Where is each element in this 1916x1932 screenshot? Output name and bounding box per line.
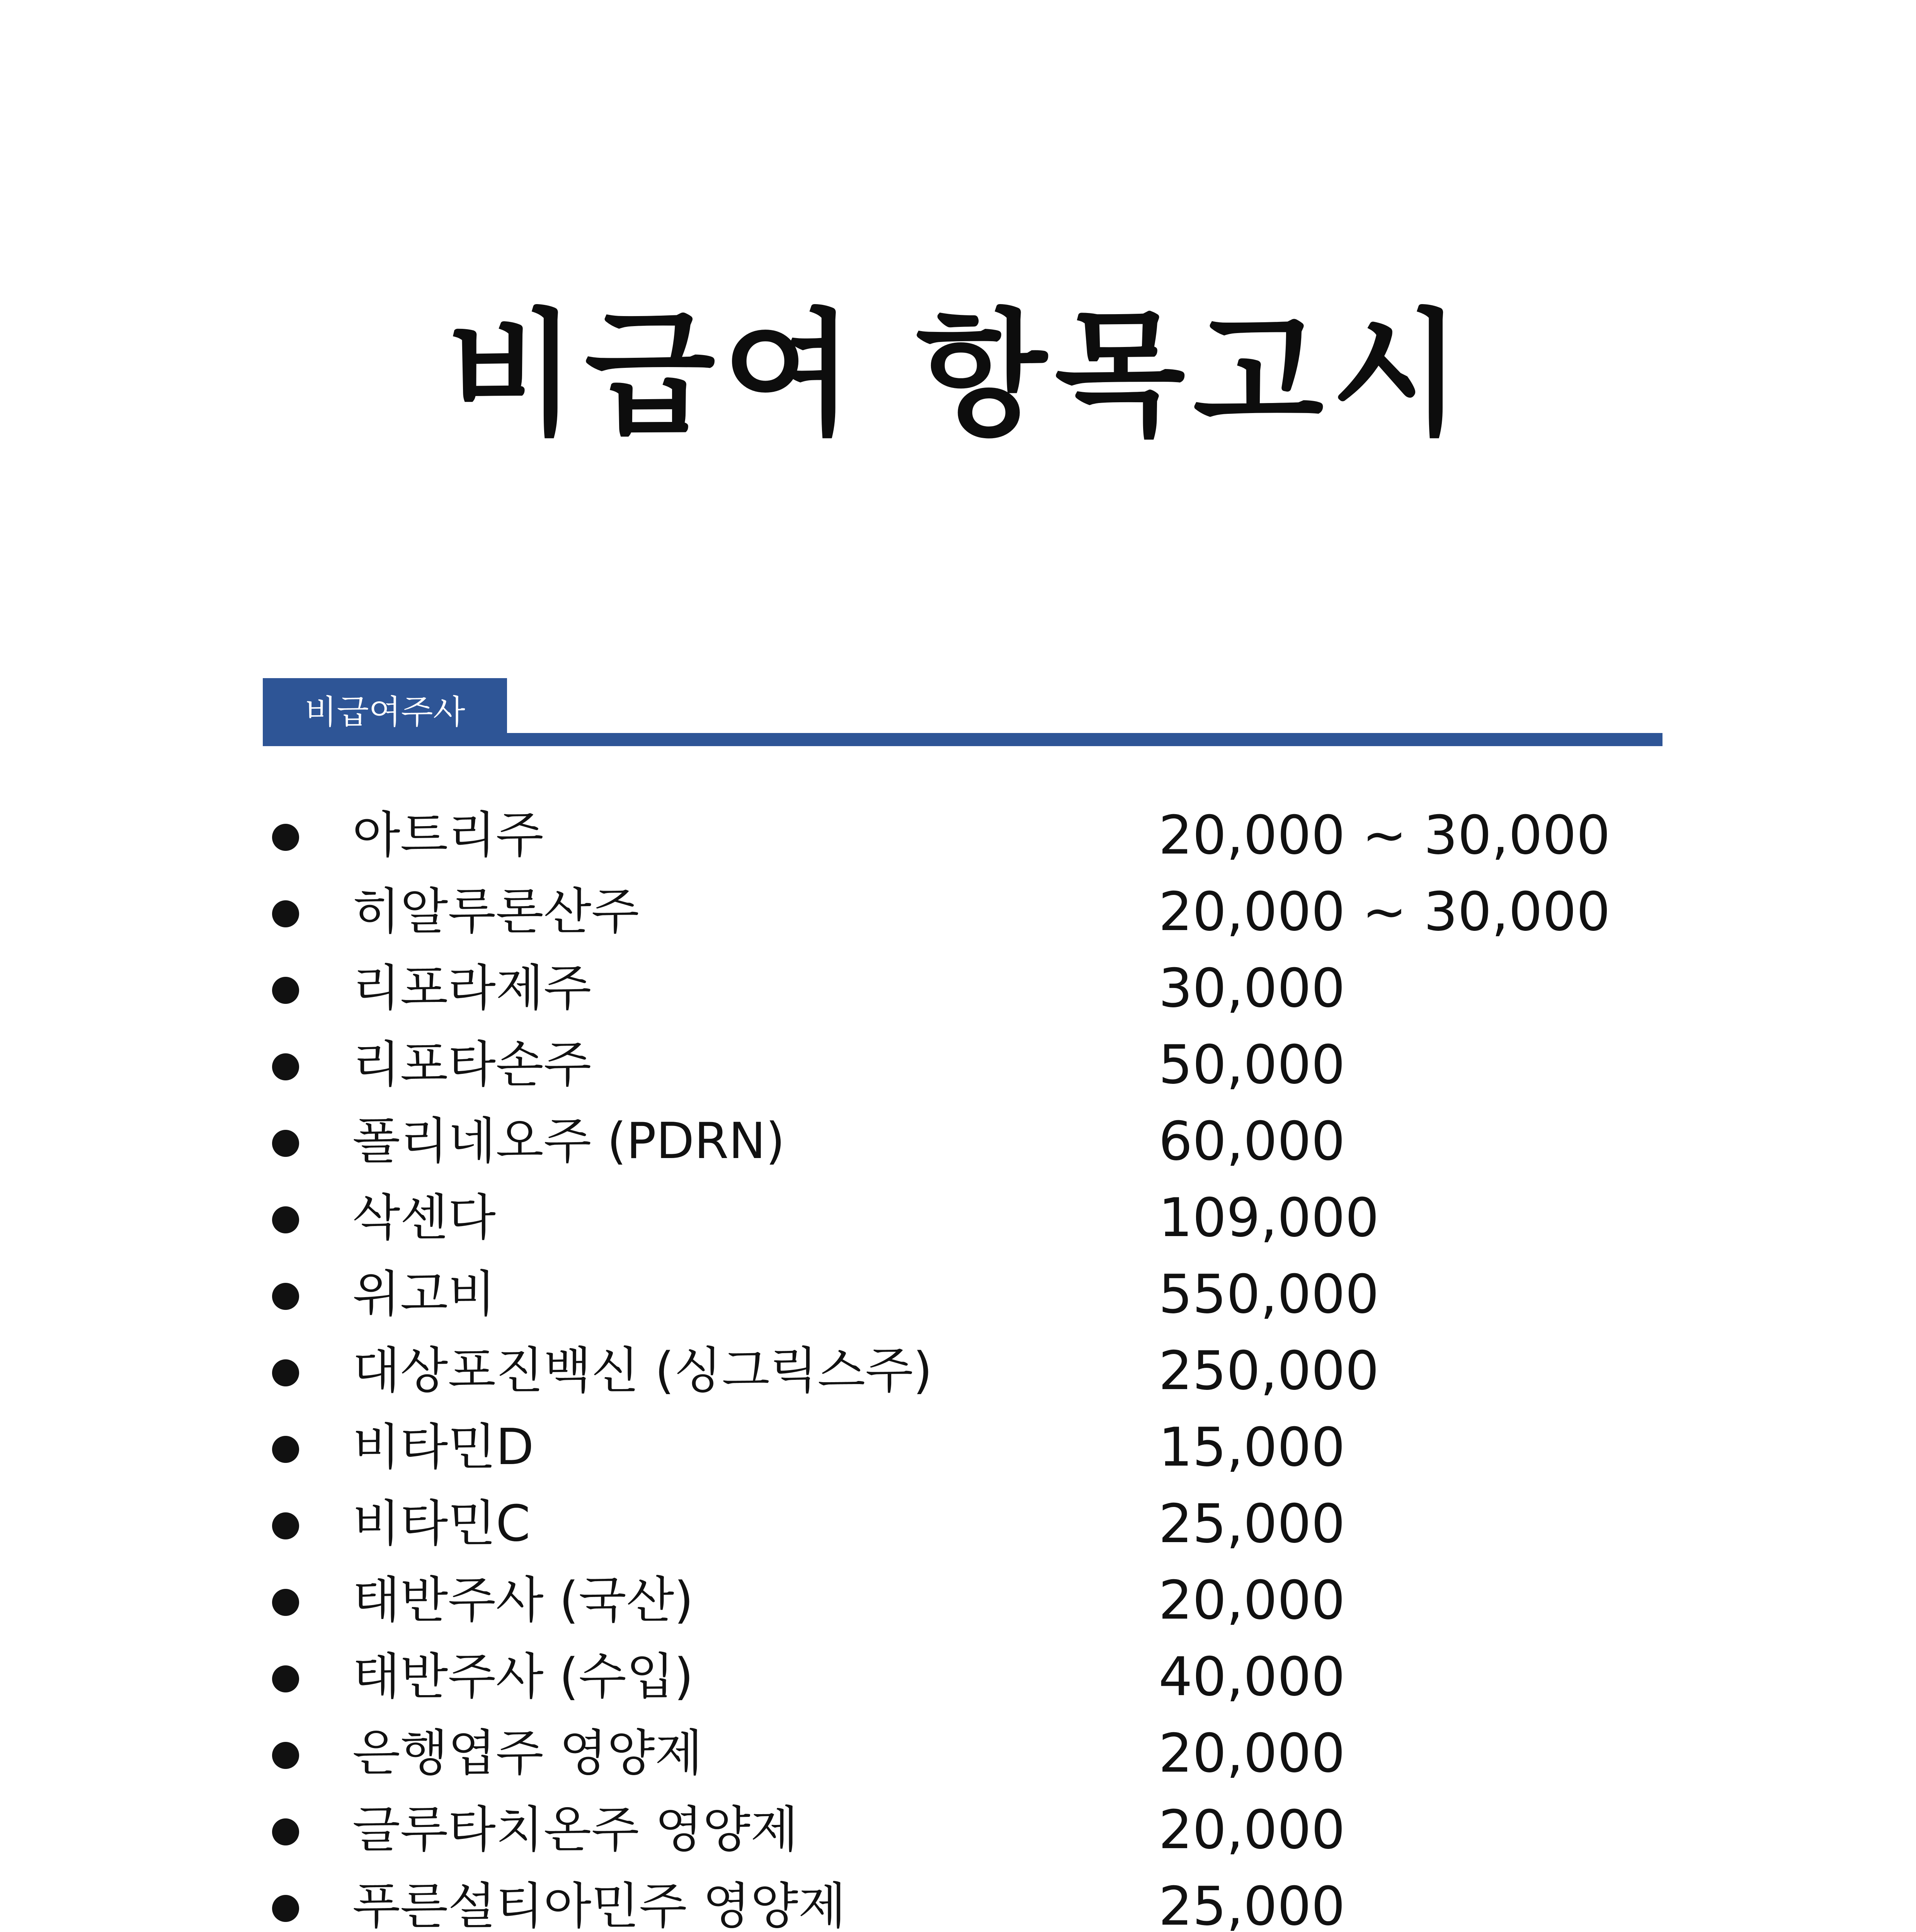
bullet-icon bbox=[272, 1359, 299, 1386]
item-name: 삭센다 bbox=[352, 1189, 496, 1247]
item-price: 20,000 bbox=[1159, 1722, 1345, 1784]
item-name: 히알루론산주 bbox=[352, 883, 639, 940]
item-price: 20,000 bbox=[1159, 1799, 1345, 1861]
page-title: 비급여 항목고시 bbox=[446, 296, 1470, 454]
item-name: 태반주사 (국산) bbox=[352, 1571, 694, 1629]
bullet-icon bbox=[272, 1436, 299, 1463]
item-name: 폴리네오주 (PDRN) bbox=[352, 1112, 785, 1170]
item-name: 글루타치온주 영양제 bbox=[352, 1801, 798, 1859]
bullet-icon bbox=[272, 824, 299, 851]
item-price: 250,000 bbox=[1159, 1340, 1379, 1402]
section-tab-base bbox=[263, 742, 507, 746]
item-name: 대상포진백신 (싱그릭스주) bbox=[352, 1342, 932, 1400]
list-item bbox=[0, 1868, 1916, 1932]
item-name: 태반주사 (수입) bbox=[352, 1648, 694, 1706]
price-list bbox=[0, 797, 1916, 1932]
list-item bbox=[0, 1791, 1916, 1868]
list-item bbox=[0, 1638, 1916, 1715]
item-name: 위고비 bbox=[352, 1265, 496, 1323]
bullet-icon bbox=[272, 1053, 299, 1080]
item-price: 30,000 bbox=[1159, 957, 1345, 1019]
list-item bbox=[0, 1179, 1916, 1256]
section-header bbox=[263, 678, 1662, 746]
bullet-icon bbox=[272, 1512, 299, 1539]
bullet-icon bbox=[272, 1742, 299, 1769]
section-divider bbox=[507, 733, 1662, 746]
bullet-icon bbox=[272, 1130, 299, 1157]
list-item bbox=[0, 1409, 1916, 1485]
item-price: 40,000 bbox=[1159, 1646, 1345, 1708]
item-price: 109,000 bbox=[1159, 1187, 1379, 1249]
list-item bbox=[0, 1332, 1916, 1409]
list-item bbox=[0, 797, 1916, 873]
list-item bbox=[0, 873, 1916, 950]
bullet-icon bbox=[272, 1206, 299, 1233]
item-price: 25,000 bbox=[1159, 1875, 1345, 1932]
list-item bbox=[0, 1715, 1916, 1791]
bullet-icon bbox=[272, 977, 299, 1004]
item-name: 비타민D bbox=[352, 1418, 534, 1476]
section-label: 비급여주사 bbox=[263, 678, 507, 746]
bullet-icon bbox=[272, 1283, 299, 1310]
list-item bbox=[0, 1485, 1916, 1562]
bullet-icon bbox=[272, 900, 299, 927]
item-price: 20,000 bbox=[1159, 1569, 1345, 1631]
item-name: 아트리주 bbox=[352, 806, 544, 864]
list-item bbox=[0, 1026, 1916, 1103]
item-price: 60,000 bbox=[1159, 1110, 1345, 1172]
bullet-icon bbox=[272, 1818, 299, 1845]
item-price: 15,000 bbox=[1159, 1416, 1345, 1478]
item-price: 550,000 bbox=[1159, 1263, 1379, 1325]
bullet-icon bbox=[272, 1589, 299, 1616]
item-price: 20,000 ~ 30,000 bbox=[1159, 804, 1611, 866]
bullet-icon bbox=[272, 1895, 299, 1922]
list-item bbox=[0, 950, 1916, 1026]
item-name: 리포타손주 bbox=[352, 1036, 592, 1094]
list-item bbox=[0, 1562, 1916, 1638]
list-item bbox=[0, 1256, 1916, 1332]
item-name: 은행엽주 영양제 bbox=[352, 1725, 703, 1782]
item-name: 푸른설티아민주 영양제 bbox=[352, 1878, 846, 1932]
bullet-icon bbox=[272, 1665, 299, 1692]
item-price: 20,000 ~ 30,000 bbox=[1159, 881, 1611, 943]
item-name: 비타민C bbox=[352, 1495, 531, 1553]
item-name: 리포라제주 bbox=[352, 959, 592, 1017]
list-item bbox=[0, 1103, 1916, 1179]
item-price: 50,000 bbox=[1159, 1034, 1345, 1096]
item-price: 25,000 bbox=[1159, 1493, 1345, 1555]
